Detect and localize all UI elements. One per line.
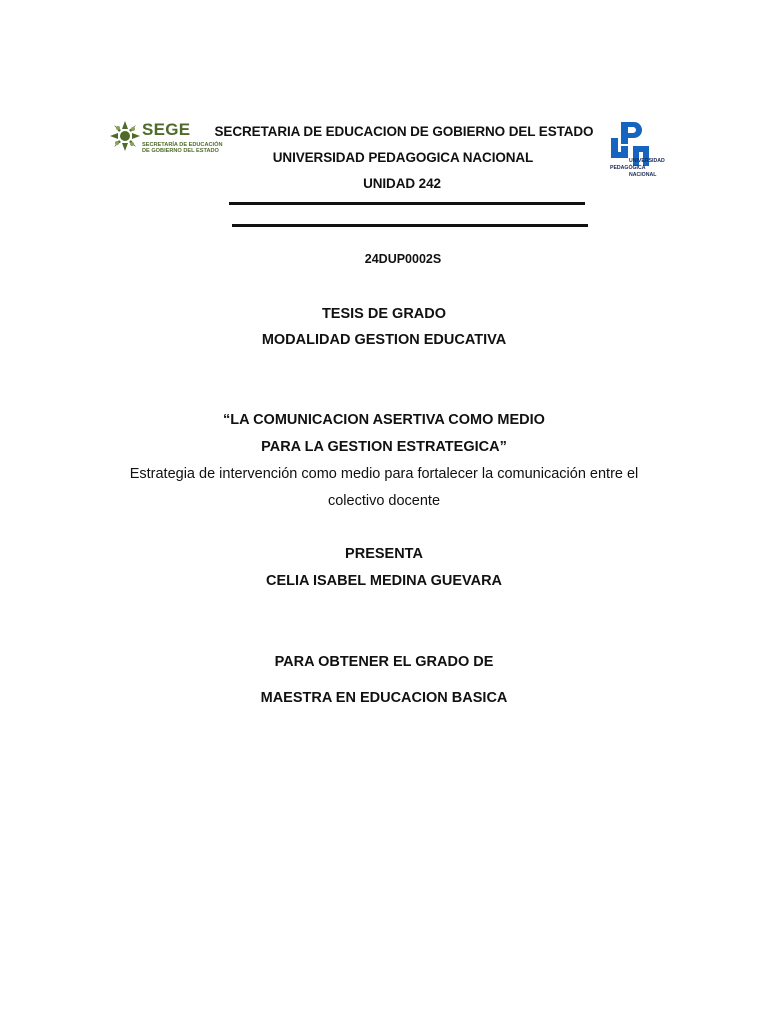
header-secretaria: SECRETARIA DE EDUCACION DE GOBIERNO DEL ESTADO bbox=[214, 124, 594, 139]
sege-subtitle-line2: DE GOBIERNO DEL ESTADO bbox=[142, 148, 219, 155]
header-unidad: UNIDAD 242 bbox=[363, 176, 441, 191]
header-universidad: UNIVERSIDAD PEDAGOGICA NACIONAL bbox=[272, 150, 534, 165]
sege-logo-name: SEGE bbox=[142, 120, 191, 139]
thesis-modality: MODALIDAD GESTION EDUCATIVA bbox=[261, 332, 507, 348]
degree-intro: PARA OBTENER EL GRADO DE bbox=[274, 654, 494, 670]
header-divider-bottom bbox=[232, 224, 588, 227]
degree-name: MAESTRA EN EDUCACION BASICA bbox=[260, 690, 508, 706]
upn-logo-line2: PEDAGÓGICA bbox=[610, 165, 646, 171]
thesis-subtitle-line1: Estrategia de intervención como medio para fortalecer la comunicación entre el bbox=[129, 466, 639, 482]
upn-logo-line3: NACIONAL bbox=[629, 172, 657, 178]
presents-label: PRESENTA bbox=[345, 546, 423, 562]
institution-code: 24DUP0002S bbox=[364, 252, 442, 266]
upn-logo-line1: UNIVERSIDAD bbox=[629, 158, 665, 164]
author-name: CELIA ISABEL MEDINA GUEVARA bbox=[265, 573, 503, 589]
thesis-title-line2: PARA LA GESTION ESTRATEGICA” bbox=[261, 439, 507, 455]
sege-subtitle-line1: SECRETARÍA DE EDUCACIÓN bbox=[142, 142, 223, 148]
thesis-subtitle-line2: colectivo docente bbox=[327, 493, 441, 509]
thesis-type: TESIS DE GRADO bbox=[321, 306, 447, 322]
header-divider-top bbox=[229, 202, 585, 205]
thesis-title-line1: “LA COMUNICACION ASERTIVA COMO MEDIO bbox=[223, 412, 545, 428]
upn-logo bbox=[607, 120, 675, 182]
